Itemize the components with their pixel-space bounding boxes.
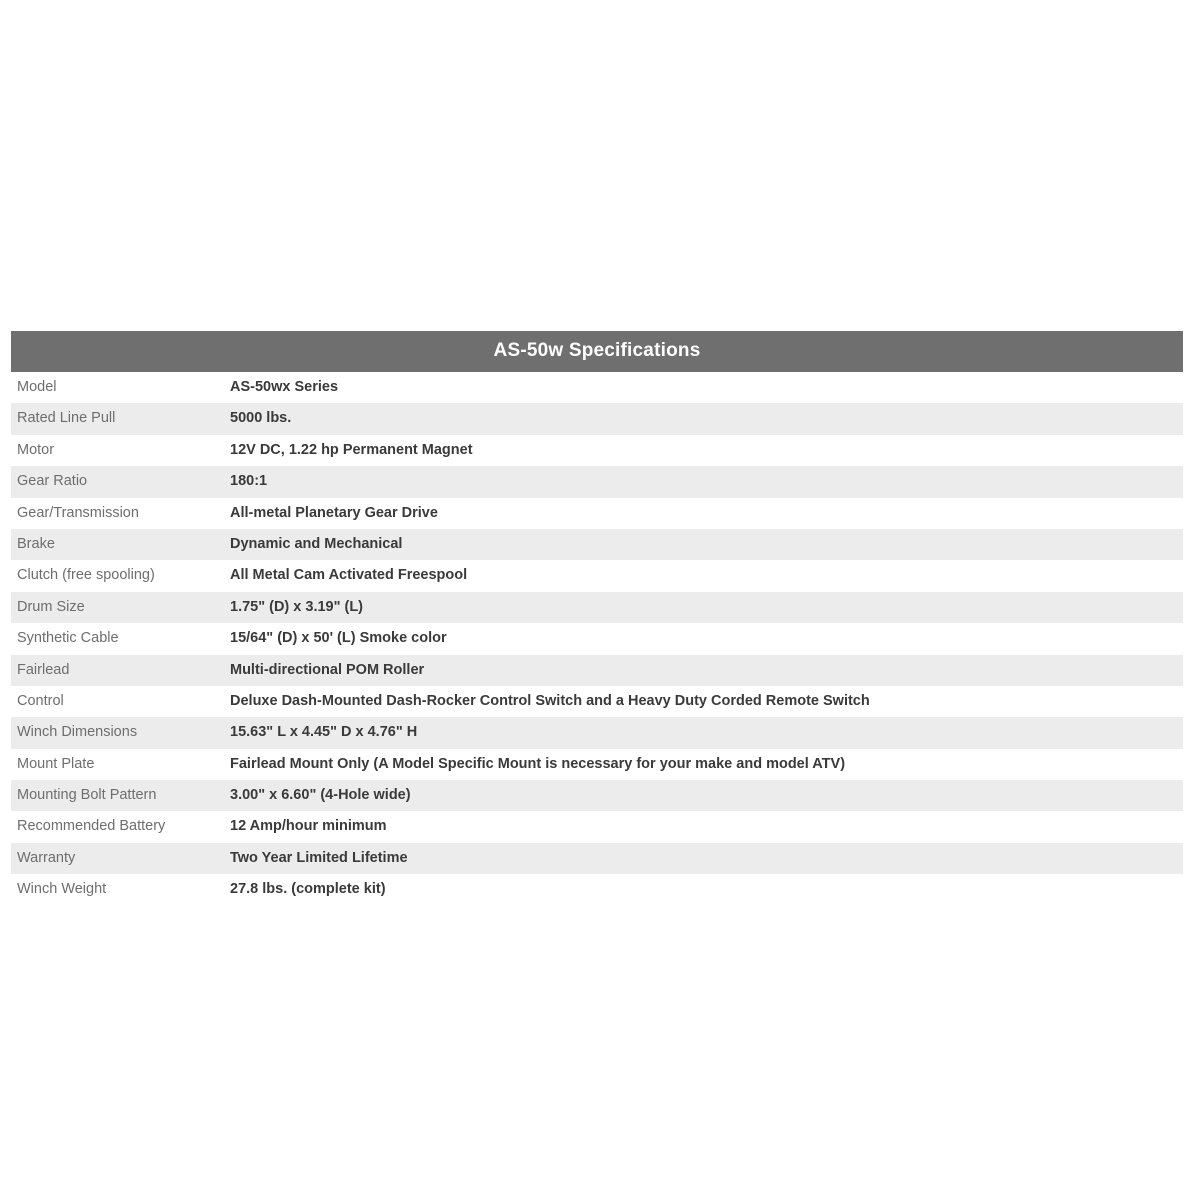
spec-label: Mounting Bolt Pattern [11, 780, 224, 811]
spec-value: 27.8 lbs. (complete kit) [224, 874, 1183, 905]
table-row [11, 529, 1183, 560]
spec-value: 12V DC, 1.22 hp Permanent Magnet [224, 435, 1183, 466]
spec-label: Warranty [11, 843, 224, 874]
spec-label: Gear Ratio [11, 466, 224, 497]
table-row [11, 592, 1183, 623]
spec-label: Synthetic Cable [11, 623, 224, 654]
spec-label: Model [11, 372, 224, 403]
table-row [11, 749, 1183, 780]
spec-label: Mount Plate [11, 749, 224, 780]
spec-value: Fairlead Mount Only (A Model Specific Mount is necessary for your make and model ATV) [224, 749, 1183, 780]
spec-label: Drum Size [11, 592, 224, 623]
spec-label: Motor [11, 435, 224, 466]
spec-value: 15/64" (D) x 50' (L) Smoke color [224, 623, 1183, 654]
table-body [11, 372, 1183, 906]
spec-label: Brake [11, 529, 224, 560]
spec-value: 15.63" L x 4.45" D x 4.76" H [224, 717, 1183, 748]
spec-value: All-metal Planetary Gear Drive [224, 498, 1183, 529]
spec-label: Winch Weight [11, 874, 224, 905]
table-row [11, 717, 1183, 748]
spec-value: 5000 lbs. [224, 403, 1183, 434]
spec-value: Multi-directional POM Roller [224, 655, 1183, 686]
spec-value: 1.75" (D) x 3.19" (L) [224, 592, 1183, 623]
spec-value: AS-50wx Series [224, 372, 1183, 403]
table-row [11, 811, 1183, 842]
spec-value: All Metal Cam Activated Freespool [224, 560, 1183, 591]
specifications-section [11, 331, 1183, 906]
spec-label: Clutch (free spooling) [11, 560, 224, 591]
spec-value: Deluxe Dash-Mounted Dash-Rocker Control Switch and a Heavy Duty Corded Remote Switch [224, 686, 1183, 717]
spec-value: Dynamic and Mechanical [224, 529, 1183, 560]
table-row [11, 780, 1183, 811]
table-row [11, 466, 1183, 497]
spec-value: 3.00" x 6.60" (4-Hole wide) [224, 780, 1183, 811]
table-row [11, 435, 1183, 466]
spec-label: Rated Line Pull [11, 403, 224, 434]
table-row [11, 686, 1183, 717]
spec-label: Control [11, 686, 224, 717]
spec-value: 180:1 [224, 466, 1183, 497]
table-row [11, 623, 1183, 654]
spec-label: Fairlead [11, 655, 224, 686]
spec-value: 12 Amp/hour minimum [224, 811, 1183, 842]
table-row [11, 655, 1183, 686]
table-row [11, 874, 1183, 905]
spec-label: Gear/Transmission [11, 498, 224, 529]
table-row [11, 498, 1183, 529]
specifications-table [11, 331, 1183, 906]
spec-label: Recommended Battery [11, 811, 224, 842]
spec-label: Winch Dimensions [11, 717, 224, 748]
table-title: AS-50w Specifications [11, 331, 1183, 372]
table-row [11, 403, 1183, 434]
spec-value: Two Year Limited Lifetime [224, 843, 1183, 874]
table-row [11, 372, 1183, 403]
table-row [11, 843, 1183, 874]
table-row [11, 560, 1183, 591]
